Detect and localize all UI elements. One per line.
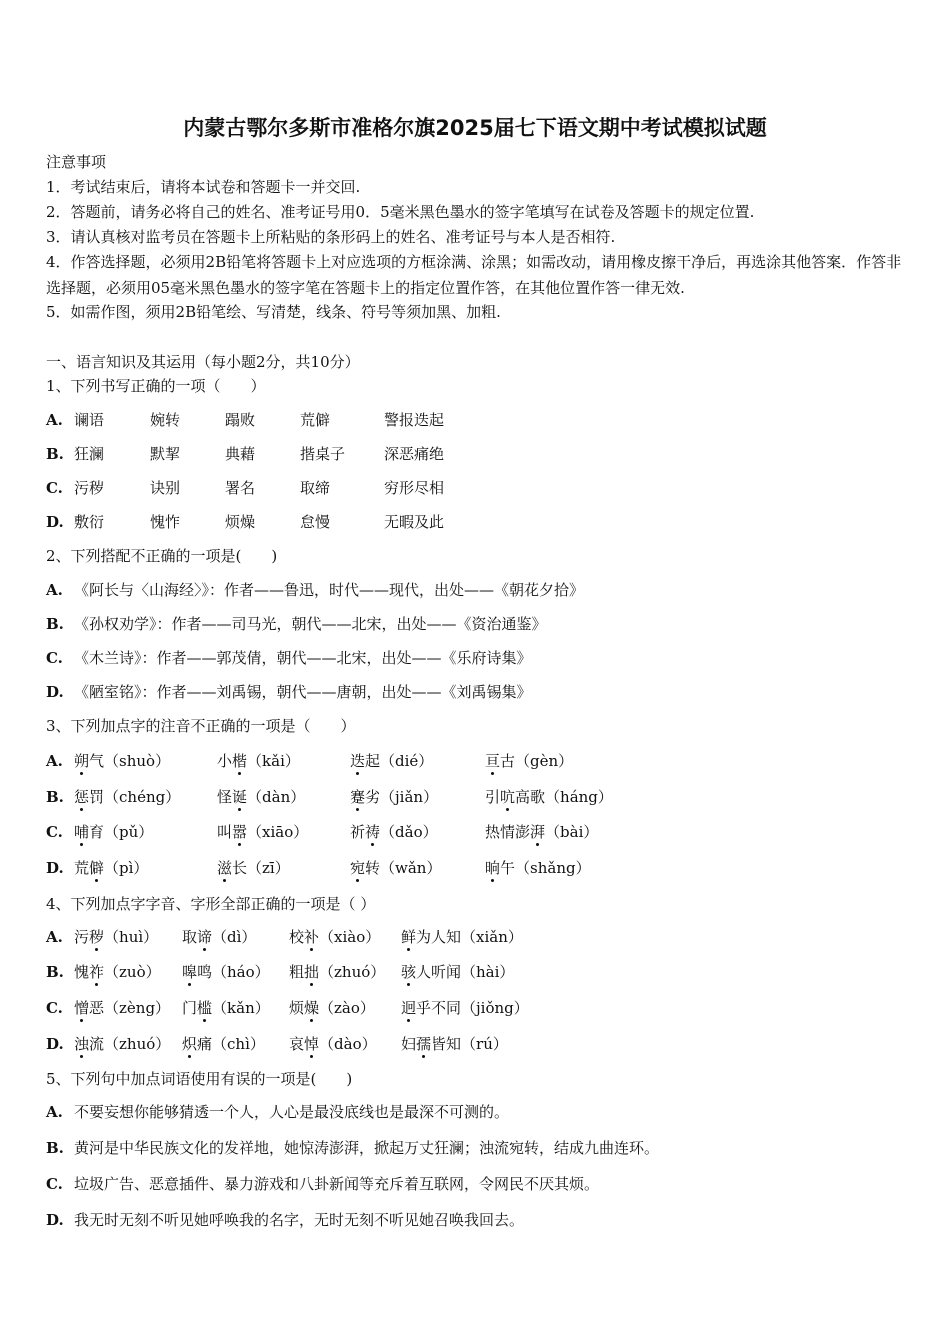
- emphasized-char: 谛: [197, 928, 213, 946]
- item-text: 古（gèn）: [500, 752, 574, 770]
- emphasized-char: 拙: [304, 963, 320, 981]
- item-text: 愧: [74, 963, 90, 981]
- option-word: 婉转: [150, 411, 181, 429]
- question-1-stem: 1、下列书写正确的一项（ ）: [46, 377, 266, 395]
- section-heading: 一、语言知识及其运用（每小题2分，共10分）: [46, 353, 360, 371]
- emphasized-char: 悼: [304, 1035, 320, 1053]
- option-word: 揩桌子: [300, 445, 346, 463]
- option-label: B.: [46, 1139, 64, 1157]
- item-text: 妇: [401, 1035, 417, 1053]
- item-text: 流（zhuó）: [89, 1035, 171, 1053]
- question-3-stem: 3、下列加点字的注音不正确的一项是（ ）: [46, 717, 356, 735]
- option-label: B.: [46, 788, 64, 806]
- item-text: 取: [182, 928, 198, 946]
- option-label: C.: [46, 999, 63, 1017]
- option-item: [182, 1034, 265, 1054]
- item-text: 高歌（háng）: [515, 788, 613, 806]
- item-text: 小: [217, 752, 233, 770]
- question-5-stem: 5、下列句中加点词语使用有误的一项是( ): [46, 1070, 353, 1088]
- emphasized-char: 宛: [350, 859, 366, 877]
- emphasized-char: 迥: [401, 999, 417, 1017]
- item-text: 人听闻（hài）: [416, 963, 515, 981]
- option-item: [217, 858, 290, 878]
- option-item: [401, 998, 529, 1018]
- item-text: （zuò）: [104, 963, 161, 981]
- item-text: （dào）: [319, 1035, 377, 1053]
- item-text: （bài）: [545, 823, 599, 841]
- item-text: 转（wǎn）: [365, 859, 442, 877]
- option-text: 我无时无刻不听见她呼唤我的名字，无时无刻不听见她召唤我回去。: [74, 1211, 525, 1229]
- option-word: 诀别: [150, 479, 181, 497]
- option-label: C.: [46, 1175, 63, 1193]
- item-text: 罚（chéng）: [89, 788, 181, 806]
- emphasized-char: 滋: [217, 859, 233, 877]
- emphasized-char: 秽: [89, 928, 105, 946]
- option-item: [74, 998, 170, 1018]
- option-word: 警报迭起: [384, 411, 445, 429]
- option-word: 愧怍: [150, 513, 181, 531]
- emphasized-char: 亘: [485, 752, 501, 770]
- option-item: [485, 822, 598, 842]
- item-text: （zào）: [319, 999, 375, 1017]
- emphasized-char: 补: [304, 928, 320, 946]
- emphasized-char: 祷: [365, 823, 381, 841]
- option-word: 狂澜: [74, 445, 105, 463]
- item-text: （xiào）: [319, 928, 381, 946]
- emphasized-char: 孺: [416, 1035, 432, 1053]
- option-item: [350, 858, 441, 878]
- emphasized-char: 嗥: [182, 963, 198, 981]
- option-item: [350, 822, 438, 842]
- question-2-stem: 2、下列搭配不正确的一项是( ): [46, 547, 278, 565]
- item-text: 皆知（rú）: [431, 1035, 508, 1053]
- option-label: B.: [46, 963, 64, 981]
- option-label: D.: [46, 513, 64, 531]
- item-text: （dì）: [212, 928, 257, 946]
- option-word: 污秽: [74, 479, 105, 497]
- option-item: [74, 962, 161, 982]
- item-text: 校: [289, 928, 305, 946]
- option-text: 黄河是中华民族文化的发祥地，她惊涛澎湃，掀起万丈狂澜；浊流宛转，结成九曲连环。: [74, 1139, 660, 1157]
- option-item: [401, 962, 514, 982]
- emphasized-char: 楷: [232, 752, 248, 770]
- item-text: （huì）: [104, 928, 159, 946]
- option-label: A.: [46, 1103, 63, 1121]
- item-text: 污: [74, 928, 90, 946]
- emphasized-char: 憎: [74, 999, 90, 1017]
- emphasized-char: 朔: [74, 752, 90, 770]
- option-label: D.: [46, 1211, 64, 1229]
- item-text: 痛（chì）: [197, 1035, 265, 1053]
- option-word: 穷形尽相: [384, 479, 445, 497]
- item-text: （dǎo）: [380, 823, 438, 841]
- notice-item-2: 2．答题前，请务必将自己的姓名、准考证号用0．5毫米黑色墨水的签字笔填写在试卷及答题卡的规定位置.: [46, 203, 755, 221]
- emphasized-char: 炽: [182, 1035, 198, 1053]
- notice-item-1: 1．考试结束后，请将本试卷和答题卡一并交回.: [46, 178, 361, 196]
- emphasized-char: 骇: [401, 963, 417, 981]
- option-word: 默挈: [150, 445, 181, 463]
- option-word: 蹋败: [225, 411, 256, 429]
- notice-item-5: 5．如需作图，须用2B铅笔绘、写清楚，线条、符号等须加黑、加粗.: [46, 303, 501, 321]
- option-label: C.: [46, 823, 63, 841]
- item-text: （pì）: [104, 859, 149, 877]
- option-word: 无暇及此: [384, 513, 445, 531]
- emphasized-char: 湃: [530, 823, 546, 841]
- option-item: [74, 751, 170, 771]
- option-label: A.: [46, 411, 63, 429]
- emphasized-char: 吭: [500, 788, 516, 806]
- item-text: 午（shǎng）: [500, 859, 591, 877]
- option-item: [182, 927, 256, 947]
- item-text: （kǎi）: [247, 752, 300, 770]
- option-word: 谰语: [74, 411, 105, 429]
- option-item: [217, 787, 305, 807]
- option-item: [74, 858, 148, 878]
- emphasized-char: 槛: [197, 999, 213, 1017]
- option-text: 不要妄想你能够猜透一个人，人心是最没底线也是最深不可测的。: [74, 1103, 510, 1121]
- item-text: 劣（jiǎn）: [365, 788, 439, 806]
- option-word: 取缔: [300, 479, 331, 497]
- emphasized-char: 诞: [232, 788, 248, 806]
- emphasized-char: 蹇: [350, 788, 366, 806]
- option-label: D.: [46, 683, 64, 701]
- option-item: [289, 962, 385, 982]
- emphasized-char: 鲜: [401, 928, 417, 946]
- option-word: 敷衍: [74, 513, 105, 531]
- option-item: [289, 998, 375, 1018]
- item-text: 门: [182, 999, 198, 1017]
- emphasized-char: 惩: [74, 788, 90, 806]
- option-label: C.: [46, 649, 63, 667]
- emphasized-char: 哺: [74, 823, 90, 841]
- item-text: 祈: [350, 823, 366, 841]
- item-text: （dàn）: [247, 788, 306, 806]
- option-word: 怠慢: [300, 513, 331, 531]
- item-text: 恶（zèng）: [89, 999, 171, 1017]
- option-word: 署名: [225, 479, 256, 497]
- option-item: [182, 998, 270, 1018]
- item-text: 哀: [289, 1035, 305, 1053]
- option-item: [401, 1034, 508, 1054]
- option-item: [182, 962, 270, 982]
- option-item: [74, 822, 153, 842]
- option-label: A.: [46, 581, 63, 599]
- option-item: [350, 787, 438, 807]
- emphasized-char: 燥: [304, 999, 320, 1017]
- item-text: 气（shuò）: [89, 752, 171, 770]
- option-word: 典藉: [225, 445, 256, 463]
- question-4-stem: 4、下列加点字字音、字形全部正确的一项是（ ）: [46, 895, 376, 913]
- option-label: B.: [46, 615, 64, 633]
- option-text: 《木兰诗》：作者——郭茂倩，朝代——北宋，出处——《乐府诗集》: [74, 649, 532, 667]
- item-text: （xiāo）: [247, 823, 309, 841]
- item-text: 起（dié）: [365, 752, 434, 770]
- emphasized-char: 晌: [485, 859, 501, 877]
- option-label: D.: [46, 859, 64, 877]
- item-text: （zhuó）: [319, 963, 386, 981]
- option-label: C.: [46, 479, 63, 497]
- item-text: 鸣（háo）: [197, 963, 270, 981]
- option-item: [401, 927, 523, 947]
- item-text: （kǎn）: [212, 999, 270, 1017]
- notice-item-4: 4．作答选择题，必须用2B铅笔将答题卡上对应选项的方框涂满、涂黑；如需改动，请用橡皮擦干净后，再选涂其他答案．作答非选择题，必须用05毫米黑色墨水的签字笔在答题卡上的指定位置作答，在其他位置作答一律无效.: [46, 253, 902, 297]
- option-item: [74, 787, 180, 807]
- option-word: 烦燥: [225, 513, 256, 531]
- emphasized-char: 嚣: [232, 823, 248, 841]
- notice-item-3: 3．请认真核对监考员在答题卡上所粘贴的条形码上的姓名、准考证号与本人是否相符.: [46, 228, 616, 246]
- option-label: B.: [46, 445, 64, 463]
- option-item: [217, 822, 308, 842]
- option-item: [289, 1034, 377, 1054]
- emphasized-char: 浊: [74, 1035, 90, 1053]
- emphasized-char: 祚: [89, 963, 105, 981]
- item-text: 怪: [217, 788, 233, 806]
- option-label: A.: [46, 928, 63, 946]
- option-word: 荒僻: [300, 411, 331, 429]
- option-item: [485, 787, 613, 807]
- option-text: 垃圾广告、恶意插件、暴力游戏和八卦新闻等充斥着互联网，令网民不厌其烦。: [74, 1175, 600, 1193]
- item-text: 乎不同（jiǒng）: [416, 999, 529, 1017]
- option-text: 《孙权劝学》：作者——司马光，朝代——北宋，出处——《资治通鉴》: [74, 615, 547, 633]
- option-item: [217, 751, 300, 771]
- option-item: [74, 1034, 170, 1054]
- item-text: 荒: [74, 859, 90, 877]
- item-text: 热情澎: [485, 823, 531, 841]
- item-text: 育（pǔ）: [89, 823, 154, 841]
- notice-heading: 注意事项: [46, 153, 107, 171]
- emphasized-char: 僻: [89, 859, 105, 877]
- option-item: [350, 751, 433, 771]
- page-title: 内蒙古鄂尔多斯市准格尔旗2025届七下语文期中考试模拟试题: [183, 116, 767, 140]
- option-item: [485, 751, 573, 771]
- item-text: 粗: [289, 963, 305, 981]
- item-text: 为人知（xiǎn）: [416, 928, 523, 946]
- option-text: 《阿长与〈山海经〉》：作者——鲁迅，时代——现代，出处——《朝花夕拾》: [74, 581, 585, 599]
- option-item: [74, 927, 158, 947]
- emphasized-char: 迭: [350, 752, 366, 770]
- item-text: 烦: [289, 999, 305, 1017]
- option-label: A.: [46, 752, 63, 770]
- option-word: 深恶痛绝: [384, 445, 445, 463]
- item-text: 叫: [217, 823, 233, 841]
- option-text: 《陋室铭》：作者——刘禹锡，朝代——唐朝，出处——《刘禹锡集》: [74, 683, 532, 701]
- option-label: D.: [46, 1035, 64, 1053]
- item-text: 引: [485, 788, 501, 806]
- option-item: [289, 927, 380, 947]
- option-item: [485, 858, 591, 878]
- item-text: 长（zī）: [232, 859, 290, 877]
